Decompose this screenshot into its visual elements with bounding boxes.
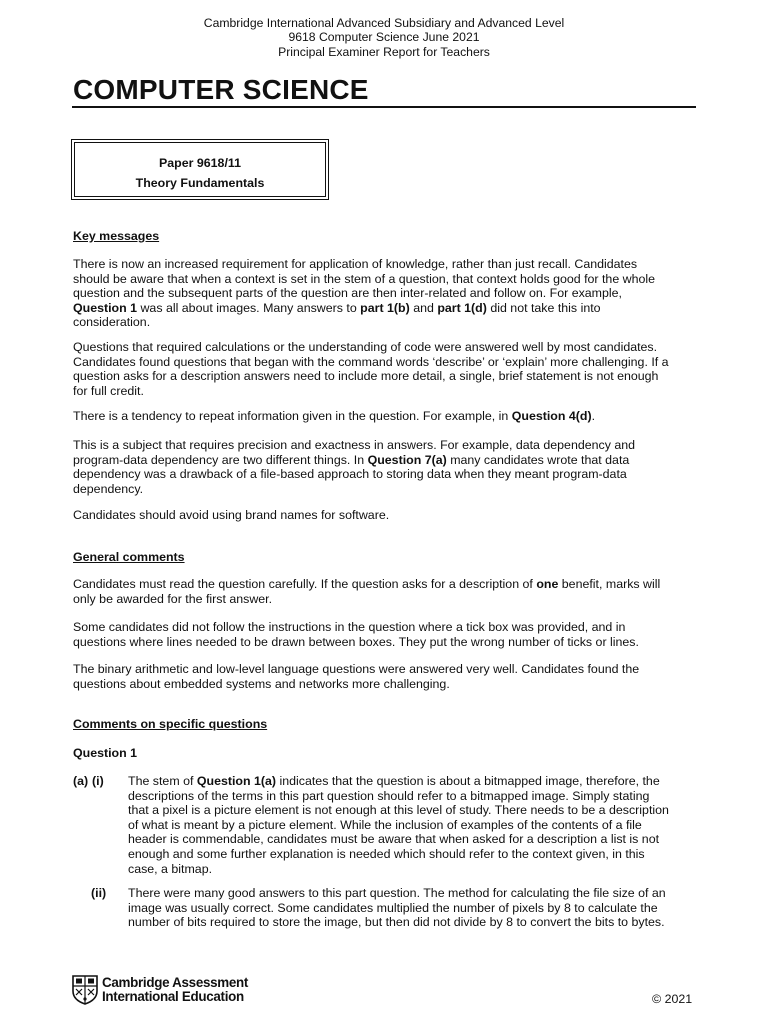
text-span: Candidates must read the question carefully. If the question asks for a description of	[73, 577, 537, 591]
text-line: only be awarded for the first answer.	[73, 591, 273, 606]
text-span: program-data dependency are two different things. In	[73, 452, 368, 467]
text-line: should be aware that when a context is set in the stem of a question, that context holds good for the whole	[73, 271, 656, 286]
key-messages-paragraph-3	[73, 409, 697, 424]
text-line: descriptions of the terms in this part question should refer to a bitmapped image. Simply stating	[128, 788, 650, 803]
text-line: This is a subject that requires precision and exactness in answers. For example, data dependency and	[73, 438, 636, 452]
text-span: and	[409, 300, 438, 315]
key-messages-paragraph-4	[73, 438, 697, 496]
part-a-label: (a)	[73, 774, 89, 788]
text-line: of what is meant by a picture element. While the inclusion of examples of the contents of a file	[128, 817, 642, 832]
logo-text-line-1: Cambridge Assessment	[102, 975, 249, 990]
text-line: Candidates found questions that began with the command words ‘describe’ or ‘explain’ more challenging. If a	[73, 354, 669, 369]
text-line: questions about embedded systems and networks more challenging.	[73, 676, 450, 691]
general-comments-paragraph-1	[73, 577, 697, 606]
paper-number: Paper 9618/11	[159, 156, 241, 170]
bold-ref: Question 1	[73, 300, 138, 315]
text-line	[73, 453, 697, 468]
text-line: There were many good answers to this part question. The method for calculating the file size of an	[128, 886, 666, 900]
text-span: indicates that the question is about a bitmapped image, therefore, the	[276, 774, 660, 788]
key-messages-paragraph-1	[73, 257, 697, 330]
part-i-label: (i)	[92, 774, 104, 788]
cambridge-shield-icon	[72, 975, 98, 1005]
header-line-1: Cambridge International Advanced Subsidiary and Advanced Level	[203, 16, 565, 30]
bold-ref: Question 7(a)	[367, 452, 447, 467]
text-line: header is commendable, candidates must be aware that when asked for a description a list is not	[128, 832, 660, 847]
part-a-ii-answer	[128, 886, 696, 930]
text-span: was all about images. Many answers to	[137, 300, 361, 315]
title-rule	[72, 106, 696, 108]
text-line	[73, 301, 697, 316]
copyright-notice: © 2021	[652, 992, 693, 1006]
text-line: Some candidates did not follow the instructions in the question where a tick box was provided, and in	[73, 620, 626, 634]
text-span: did not take this into	[486, 300, 601, 315]
text-span: There is a tendency to repeat information given in the question. For example, in	[73, 409, 512, 423]
text-line	[73, 577, 697, 592]
text-line	[128, 774, 696, 789]
general-comments-paragraph-3	[73, 662, 697, 691]
part-a-i-answer	[128, 774, 696, 876]
header-line-2: 9618 Computer Science June 2021	[288, 30, 480, 45]
part-ii-label: (ii)	[91, 886, 107, 900]
text-line: dependency was a drawback of a file-based approach to storing data when they meant program-data	[73, 467, 627, 482]
text-line: number of bits required to store the image, but then did not divide by 8 to convert the bits to bytes.	[128, 915, 665, 930]
bold-ref: Question 4(d)	[511, 409, 592, 423]
text-line: dependency.	[73, 481, 144, 496]
text-span: many candidates wrote that data	[446, 452, 630, 467]
report-header	[0, 16, 768, 59]
general-comments-paragraph-2	[73, 620, 697, 649]
logo-text-line-2: International Education	[102, 989, 244, 1004]
header-line-3: Principal Examiner Report for Teachers	[278, 44, 490, 59]
paper-box	[71, 139, 329, 200]
key-messages-heading: Key messages	[73, 229, 160, 243]
text-span: The stem of	[128, 774, 197, 788]
text-line: There is now an increased requirement for application of knowledge, rather than just recall. Candidates	[73, 257, 638, 271]
text-line: that a pixel is a picture element is not enough at this level of study. There needs to be a description	[128, 803, 669, 818]
key-messages-paragraph-5: Candidates should avoid using brand names for software.	[73, 508, 390, 522]
bold-ref: part 1(d)	[437, 300, 487, 315]
key-messages-paragraph-2	[73, 340, 697, 398]
text-span: .	[591, 409, 596, 423]
text-span: benefit, marks will	[558, 577, 661, 591]
general-comments-heading: General comments	[73, 550, 185, 564]
bold-ref: part 1(b)	[360, 300, 410, 315]
text-line: case, a bitmap.	[128, 861, 213, 876]
cambridge-logo	[72, 975, 272, 1005]
text-line: consideration.	[73, 315, 151, 330]
paper-box-inner	[74, 142, 326, 197]
text-line: for full credit.	[73, 383, 144, 398]
text-line: questions where lines needed to be drawn between boxes. They put the wrong number of ticks or lines.	[73, 634, 639, 649]
specific-comments-heading: Comments on specific questions	[73, 717, 268, 731]
text-line: question asks for a description answers need to include more detail, a single, brief statement is not enough	[73, 369, 659, 384]
text-line: question and the subsequent parts of the question are then inter-related and follow on. For example,	[73, 286, 622, 301]
paper-name: Theory Fundamentals	[135, 176, 265, 190]
page-title: COMPUTER SCIENCE	[73, 74, 369, 105]
bold-ref: one	[536, 577, 559, 591]
question-1-heading: Question 1	[73, 746, 138, 760]
text-line: enough and some further explanation is needed which should refer to the context given, in this	[128, 846, 645, 861]
bold-ref: Question 1(a)	[196, 774, 277, 788]
text-line: The binary arithmetic and low-level language questions were answered very well. Candidates found the	[73, 662, 640, 676]
text-line: Questions that required calculations or the understanding of code were answered well by most candidates.	[73, 340, 658, 354]
text-line: image was usually correct. Some candidates multiplied the number of pixels by 8 to calculate the	[128, 900, 658, 915]
